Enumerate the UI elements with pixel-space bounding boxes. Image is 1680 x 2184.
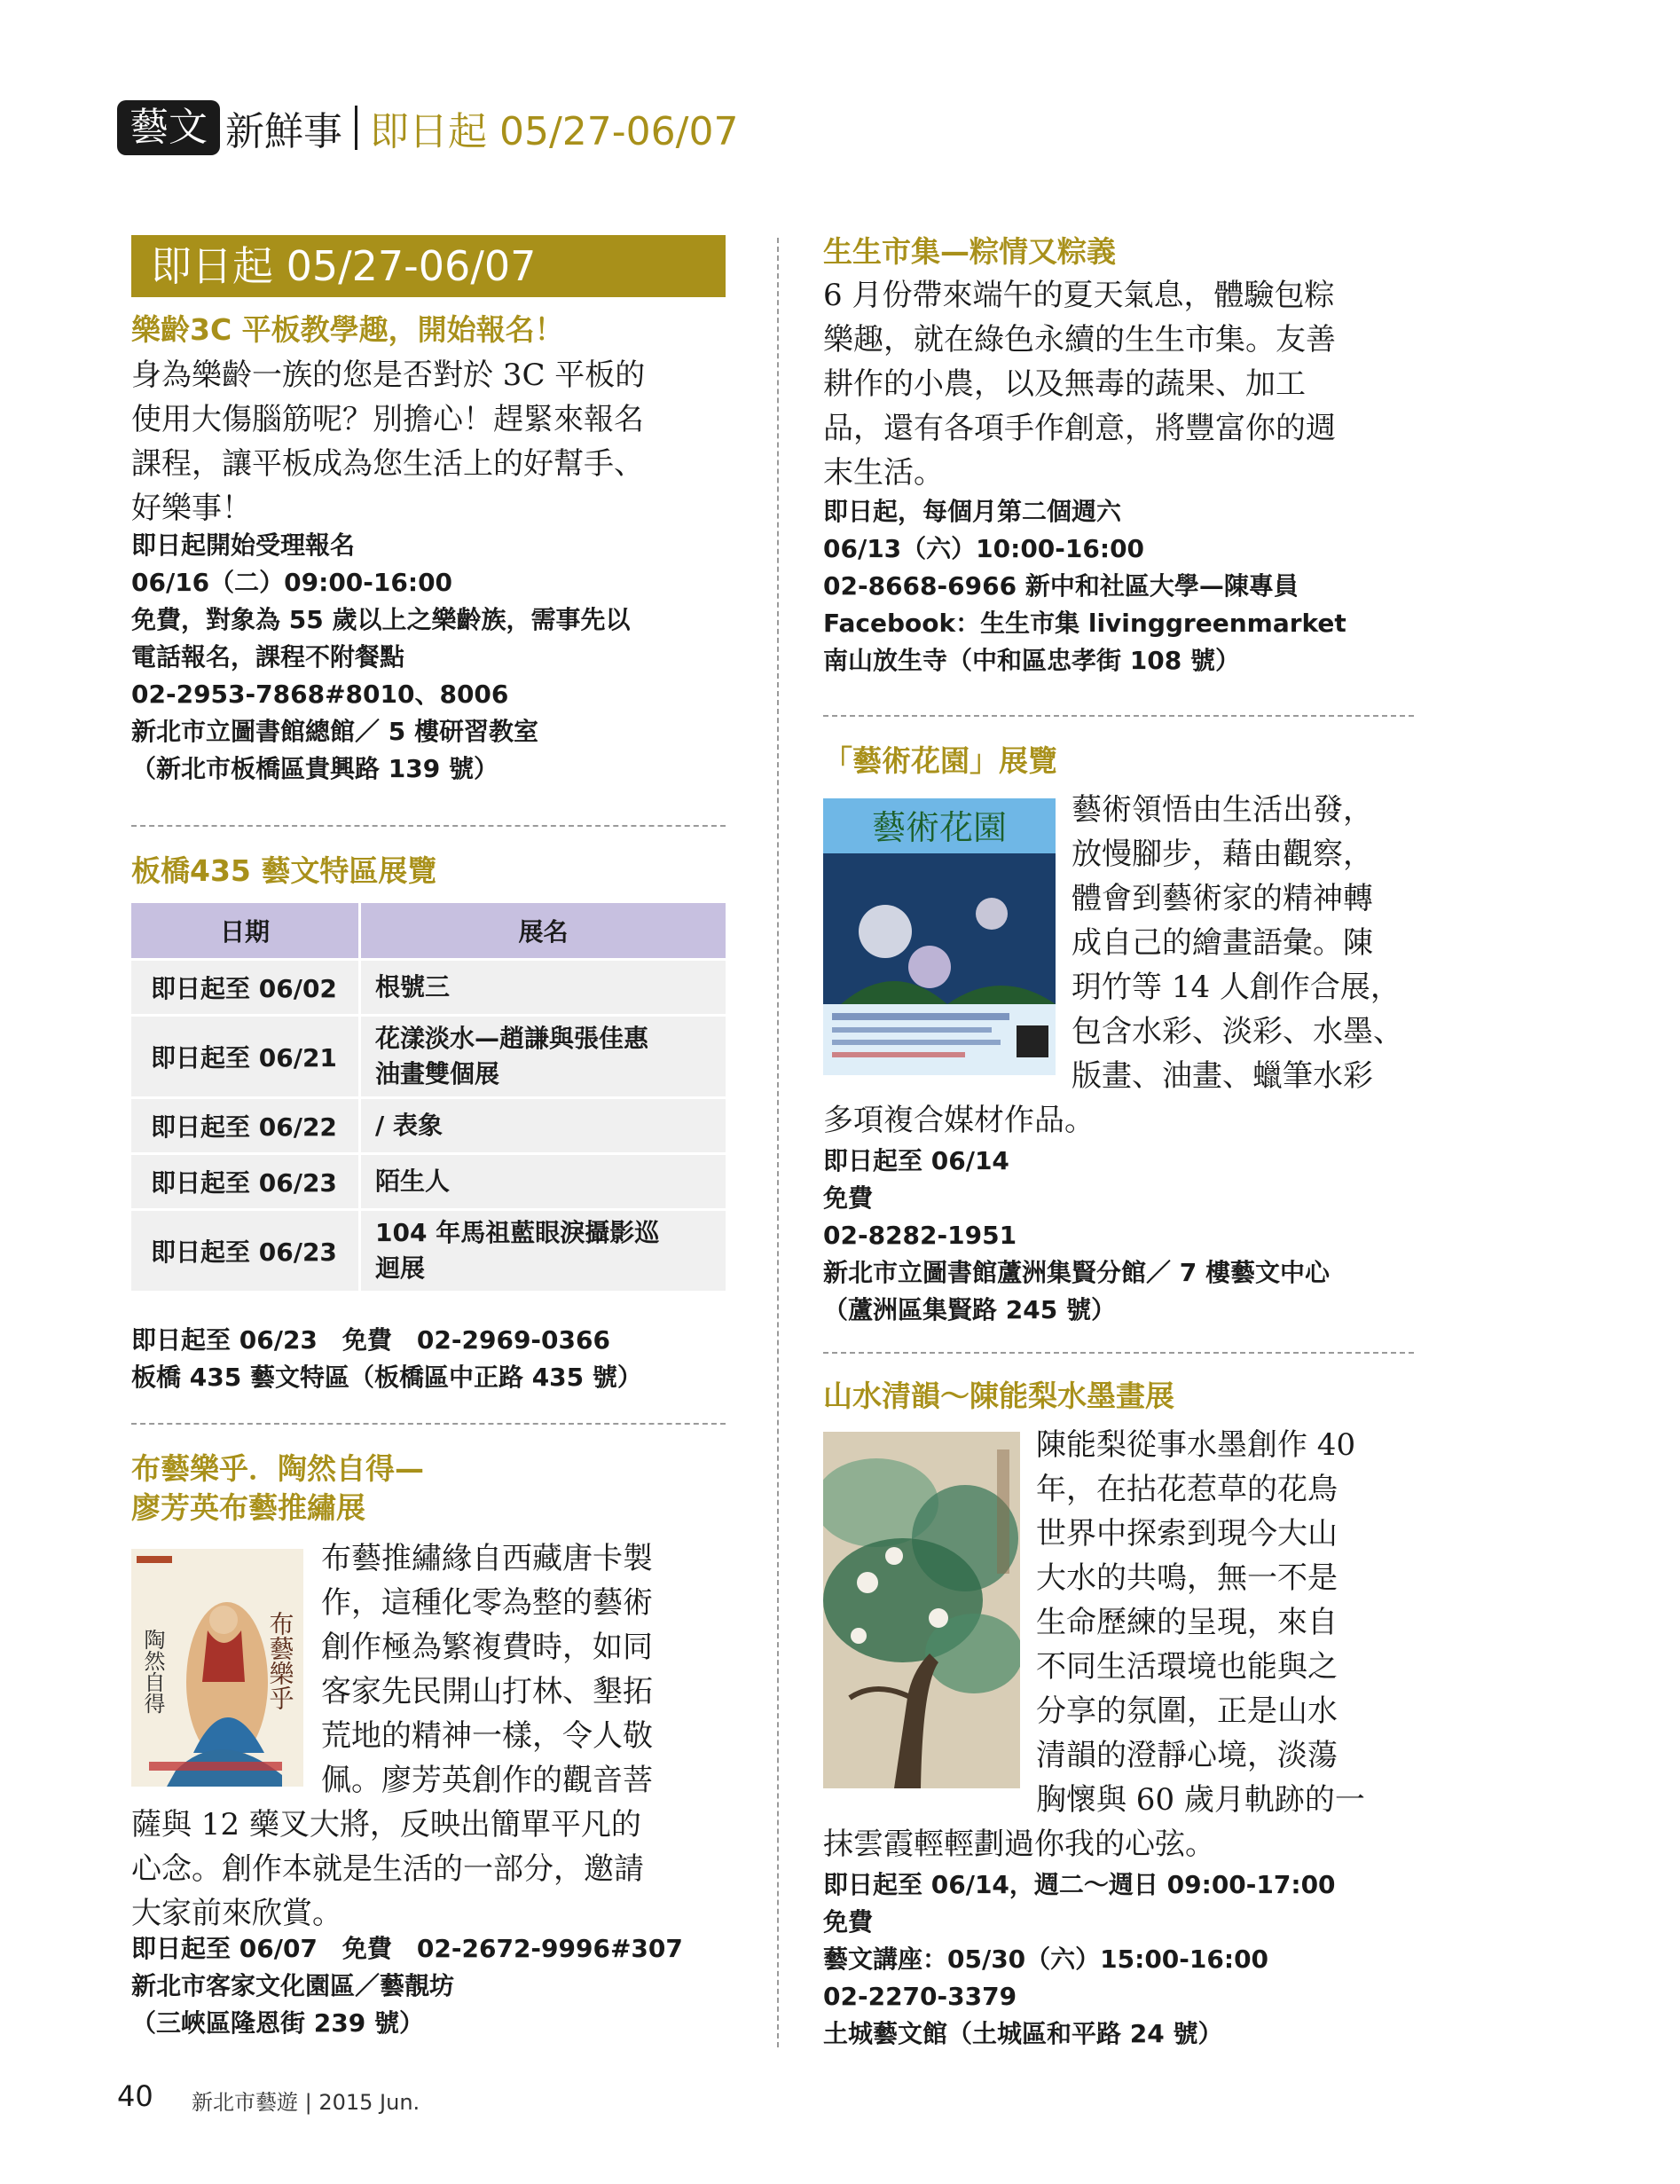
info-line: 南山放生寺（中和區忠孝街 108 號） <box>823 646 1240 675</box>
body-line: 放慢腳步，藉由觀察， <box>1072 837 1373 872</box>
body-line: 佩。廖芳英創作的觀音菩 <box>321 1763 653 1798</box>
info-line: 土城藝文館（土城區和平路 24 號） <box>823 2019 1223 2048</box>
info-line: 即日起至 06/14 <box>823 1146 1009 1175</box>
article-info-cloth <box>131 1930 683 2042</box>
body-line: 清韻的澄靜心境，淡蕩 <box>1036 1738 1338 1773</box>
column-divider <box>777 238 779 2047</box>
article-body-cloth-wrap <box>321 1536 653 1803</box>
cloth-poster-title-side: 陶然自得 <box>140 1629 165 1714</box>
article-title-market: 生生市集—粽情又粽義 <box>823 234 1116 269</box>
body-line: 玥竹等 14 人創作合展， <box>1072 970 1401 1005</box>
body-line: 抹雲霞輕輕劃過你我的心弦。 <box>823 1827 1215 1862</box>
title-line: 廖芳英布藝推繡展 <box>131 1490 365 1525</box>
article-body-ink-full <box>823 1822 1215 1866</box>
body-line: 末生活。 <box>823 455 944 491</box>
info-line: 電話報名，課程不附餐點 <box>131 642 405 672</box>
body-line: 6 月份帶來端午的夏天氣息，體驗包粽 <box>823 278 1335 313</box>
article-info-banqiao <box>131 1322 642 1396</box>
body-line: 大家前來欣賞。 <box>131 1896 342 1931</box>
section-separator <box>131 825 726 827</box>
ink-painting-art <box>823 1432 1020 1788</box>
info-line: 免費 <box>823 1183 874 1213</box>
table-row <box>131 961 726 1014</box>
body-line: 不同生活環境也能與之 <box>1036 1649 1338 1685</box>
body-line: 荒地的精神一樣，令人敬 <box>321 1718 653 1754</box>
info-line: 02-2270-3379 <box>823 1982 1017 2011</box>
article-info-tablet <box>131 527 630 788</box>
info-line: 免費 <box>823 1907 874 1937</box>
body-line: 包含水彩、淡彩、水墨、 <box>1072 1014 1403 1049</box>
body-line: 布藝推繡緣自西藏唐卡製 <box>321 1541 653 1576</box>
article-body-tablet <box>131 353 645 530</box>
body-line: 作，這種化零為整的藝術 <box>321 1585 653 1621</box>
info-line: 新北市立圖書館總館／ 5 樓研習教室 <box>131 717 538 746</box>
info-line: 即日起，每個月第二個週六 <box>823 497 1122 526</box>
table-cell-date: 即日起至 06/02 <box>131 961 358 1014</box>
body-line: 陳能梨從事水墨創作 40 <box>1036 1427 1356 1463</box>
body-line: 生命歷練的呈現，來自 <box>1036 1605 1338 1640</box>
table-row <box>131 1211 726 1291</box>
info-line: 新北市客家文化園區／藝靚坊 <box>131 1971 455 2000</box>
body-line: 大水的共鳴，無一不是 <box>1036 1560 1338 1596</box>
info-line: 即日起至 06/14，週二～週日 09:00-17:00 <box>823 1870 1336 1899</box>
body-line: 分享的氛圍，正是山水 <box>1036 1693 1338 1729</box>
article-body-garden-full <box>823 1098 1095 1143</box>
body-line: 薩與 12 藥叉大將，反映出簡單平凡的 <box>131 1807 641 1842</box>
table-cell-date: 即日起至 06/22 <box>131 1099 358 1152</box>
body-line: 好樂事！ <box>131 491 252 526</box>
exhibition-table <box>131 903 726 1291</box>
body-line: 耕作的小農，以及無毒的蔬果、加工 <box>823 366 1306 402</box>
body-line: 使用大傷腦筋呢？別擔心！趕緊來報名 <box>131 402 644 437</box>
table-cell-name: 104 年馬祖藍眼淚攝影巡 迴展 <box>361 1211 726 1291</box>
body-line: 藝術領悟由生活出發， <box>1072 792 1373 828</box>
footer-publication: 新北市藝遊 | 2015 Jun. <box>192 2090 420 2115</box>
table-cell-date: 即日起至 06/23 <box>131 1211 358 1291</box>
article-info-market <box>823 493 1346 680</box>
body-line: 心念。創作本就是生活的一部分，邀請 <box>131 1851 644 1887</box>
body-line: 客家先民開山打林、墾拓 <box>321 1674 653 1709</box>
masthead-pill: 藝文 <box>117 100 220 155</box>
table-header <box>131 903 726 958</box>
info-line: 即日起至 06/07 免費 02-2672-9996#307 <box>131 1934 683 1963</box>
info-line: （新北市板橋區貴興路 139 號） <box>131 754 499 783</box>
info-line: 新北市立圖書館蘆洲集賢分館／ 7 樓藝文中心 <box>823 1258 1330 1287</box>
body-line: 年，在拈花惹草的花鳥 <box>1036 1472 1338 1507</box>
masthead-divider <box>355 106 357 150</box>
article-body-ink-wrap <box>1036 1423 1365 1822</box>
table-cell-date: 即日起至 06/21 <box>131 1017 358 1096</box>
garden-poster-title: 藝術花園 <box>871 808 1008 847</box>
info-line: 藝文講座：05/30（六）15:00-16:00 <box>823 1944 1269 1974</box>
article-body-garden-wrap <box>1072 788 1403 1098</box>
table-row <box>131 1155 726 1208</box>
article-title-tablet: 樂齡3C 平板教學趣，開始報名！ <box>131 312 564 347</box>
body-line: 創作極為繁複費時，如同 <box>321 1630 653 1665</box>
body-line: 課程，讓平板成為您生活上的好幫手、 <box>131 446 644 482</box>
body-line: 多項複合媒材作品。 <box>823 1103 1095 1138</box>
table-row <box>131 1099 726 1152</box>
body-line: 品，還有各項手作創意，將豐富你的週 <box>823 411 1336 446</box>
cloth-poster-art <box>131 1549 303 1787</box>
body-line: 樂趣，就在綠色永續的生生市集。友善 <box>823 322 1336 357</box>
section-separator <box>823 1352 1414 1354</box>
garden-exhibition-poster <box>823 798 1056 1075</box>
table-header-date: 日期 <box>131 903 358 958</box>
article-title-ink: 山水清韻～陳能梨水墨畫展 <box>823 1379 1174 1413</box>
body-line: 身為樂齡一族的您是否對於 3C 平板的 <box>131 357 646 393</box>
info-line: 即日起至 06/23 免費 02-2969-0366 <box>131 1325 610 1355</box>
info-line: （三峽區隆恩街 239 號） <box>131 2008 424 2038</box>
table-cell-name: 根號三 <box>361 961 726 1014</box>
ink-painting-image <box>823 1432 1020 1788</box>
masthead-word: 新鮮事 <box>225 109 342 154</box>
article-body-market <box>823 273 1336 495</box>
info-line: 02-8282-1951 <box>823 1221 1017 1250</box>
masthead <box>117 99 738 156</box>
article-body-cloth-full <box>131 1803 644 1936</box>
info-line: 即日起開始受理報名 <box>131 530 356 560</box>
cloth-poster-title-big: 布藝樂乎 <box>265 1611 295 1710</box>
info-line: （蘆洲區集賢路 245 號） <box>823 1295 1116 1324</box>
article-title-garden: 「藝術花園」展覽 <box>823 743 1057 778</box>
garden-poster-art <box>823 798 1056 1075</box>
body-line: 成自己的繪畫語彙。陳 <box>1072 925 1373 961</box>
section-separator <box>131 1423 726 1425</box>
article-info-ink <box>823 1866 1336 2053</box>
title-line: 布藝樂乎．陶然自得— <box>131 1451 424 1486</box>
info-line: 02-2953-7868#8010、8006 <box>131 680 509 709</box>
info-line: 板橋 435 藝文特區（板橋區中正路 435 號） <box>131 1363 642 1392</box>
section-banner: 即日起 05/27-06/07 <box>131 235 726 297</box>
info-line: 06/13（六）10:00-16:00 <box>823 534 1145 563</box>
article-title-cloth <box>131 1449 424 1528</box>
page-number: 40 <box>117 2079 153 2113</box>
table-cell-name: 花漾淡水—趙謙與張佳惠 油畫雙個展 <box>361 1017 726 1096</box>
info-line: 06/16（二）09:00-16:00 <box>131 568 453 597</box>
article-info-garden <box>823 1143 1330 1329</box>
masthead-date: 即日起 05/27-06/07 <box>370 109 739 154</box>
body-line: 版畫、油畫、蠟筆水彩 <box>1072 1058 1373 1094</box>
body-line: 胸懷與 60 歲月軌跡的一 <box>1036 1782 1365 1818</box>
table-header-name: 展名 <box>361 903 726 958</box>
info-line: 02-8668-6966 新中和社區大學—陳專員 <box>823 571 1299 601</box>
cloth-exhibition-poster <box>131 1549 303 1787</box>
body-line: 體會到藝術家的精神轉 <box>1072 881 1373 916</box>
info-line: Facebook：生生市集 livinggreenmarket <box>823 609 1346 638</box>
table-cell-name: 陌生人 <box>361 1155 726 1208</box>
info-line: 免費，對象為 55 歲以上之樂齡族，需事先以 <box>131 605 631 634</box>
table-cell-name: / 表象 <box>361 1099 726 1152</box>
table-row <box>131 1017 726 1096</box>
body-line: 世界中探索到現今大山 <box>1036 1516 1338 1552</box>
section-separator <box>823 715 1414 717</box>
table-cell-date: 即日起至 06/23 <box>131 1155 358 1208</box>
article-title-banqiao: 板橋435 藝文特區展覽 <box>131 853 437 888</box>
